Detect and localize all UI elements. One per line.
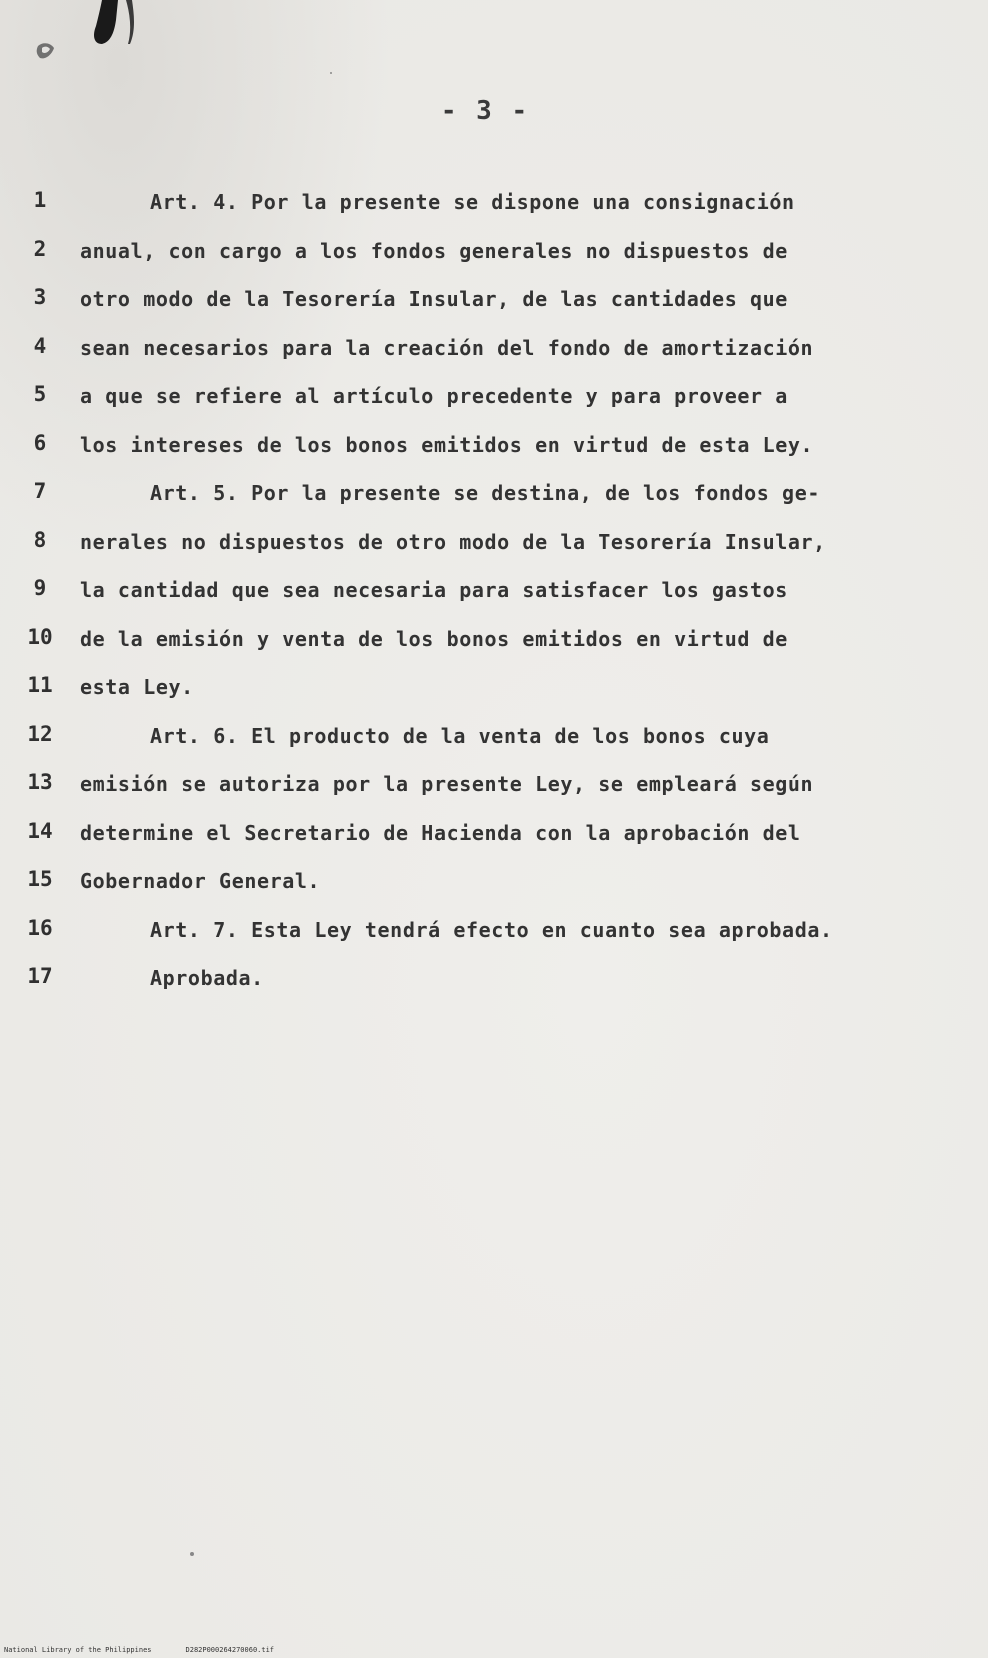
- line-number: 14: [27, 818, 53, 843]
- document-line: [0, 962, 988, 1011]
- line-number: 2: [33, 236, 47, 261]
- document-line: [0, 429, 988, 478]
- footer-file: D282P000264270060.tif: [185, 1646, 275, 1654]
- line-number: 16: [27, 915, 53, 940]
- line-number: 10: [27, 624, 53, 649]
- line-text: Gobernador General.: [80, 869, 321, 893]
- document-line: [0, 671, 988, 720]
- line-text: la cantidad que sea necesaria para satisfacer los gastos: [80, 578, 788, 602]
- line-text: Aprobada.: [150, 966, 264, 990]
- line-number: 15: [27, 867, 53, 891]
- line-text: de la emisión y venta de los bonos emitidos en virtud de: [80, 626, 788, 651]
- line-number: 4: [33, 333, 47, 358]
- line-number: 5: [33, 382, 47, 406]
- line-text: determine el Secretario de Hacienda con la aprobación del: [80, 820, 801, 845]
- line-number: 11: [27, 673, 53, 697]
- line-text: Art. 6. El producto de la venta de los bonos cuya: [150, 723, 770, 748]
- line-text: anual, con cargo a los fondos generales no dispuestos de: [80, 238, 788, 263]
- line-text: los intereses de los bonos emitidos en virtud de esta Ley.: [80, 432, 814, 457]
- paper-speck: [190, 1552, 194, 1556]
- line-number: 3: [33, 285, 47, 309]
- document-line: [0, 380, 988, 429]
- line-text: Art. 5. Por la presente se destina, de los fondos ge-: [150, 481, 820, 505]
- document-line: [0, 865, 988, 914]
- line-number: 8: [33, 527, 47, 552]
- line-text: a que se refiere al artículo precedente y para proveer a: [80, 384, 788, 408]
- ink-blot-mark: [88, 0, 138, 46]
- document-line: [0, 186, 988, 235]
- line-text: otro modo de la Tesorería Insular, de las cantidades que: [80, 287, 788, 311]
- line-number: 1: [33, 188, 47, 212]
- footer-source: National Library of the Philippines: [4, 1646, 152, 1654]
- document-line: [0, 574, 988, 623]
- document-line: [0, 768, 988, 817]
- line-number: 9: [33, 576, 47, 600]
- line-text: esta Ley.: [80, 675, 194, 699]
- line-number: 7: [33, 479, 47, 503]
- paper-speck: [330, 72, 332, 74]
- line-number: 6: [33, 430, 47, 455]
- line-number: 13: [27, 770, 53, 794]
- document-line: [0, 526, 988, 575]
- line-text: Art. 7. Esta Ley tendrá efecto en cuanto sea aprobada.: [150, 917, 833, 942]
- document-line: [0, 477, 988, 526]
- line-text: nerales no dispuestos de otro modo de la Tesorería Insular,: [80, 529, 826, 554]
- document-line: [0, 720, 988, 769]
- line-number: 17: [27, 964, 53, 988]
- document-body: [0, 186, 988, 1011]
- document-line: [0, 817, 988, 866]
- page-number: - 3 -: [440, 96, 530, 126]
- line-number: 12: [27, 721, 53, 746]
- line-text: Art. 4. Por la presente se dispone una consignación: [150, 190, 795, 214]
- document-line: [0, 914, 988, 963]
- line-text: emisión se autoriza por la presente Ley, se empleará según: [80, 772, 814, 796]
- scan-footer: [4, 1646, 274, 1654]
- document-line: [0, 235, 988, 284]
- document-line: [0, 623, 988, 672]
- ink-mark-small: [36, 40, 56, 62]
- document-line: [0, 283, 988, 332]
- line-text: sean necesarios para la creación del fondo de amortización: [80, 335, 814, 360]
- document-line: [0, 332, 988, 381]
